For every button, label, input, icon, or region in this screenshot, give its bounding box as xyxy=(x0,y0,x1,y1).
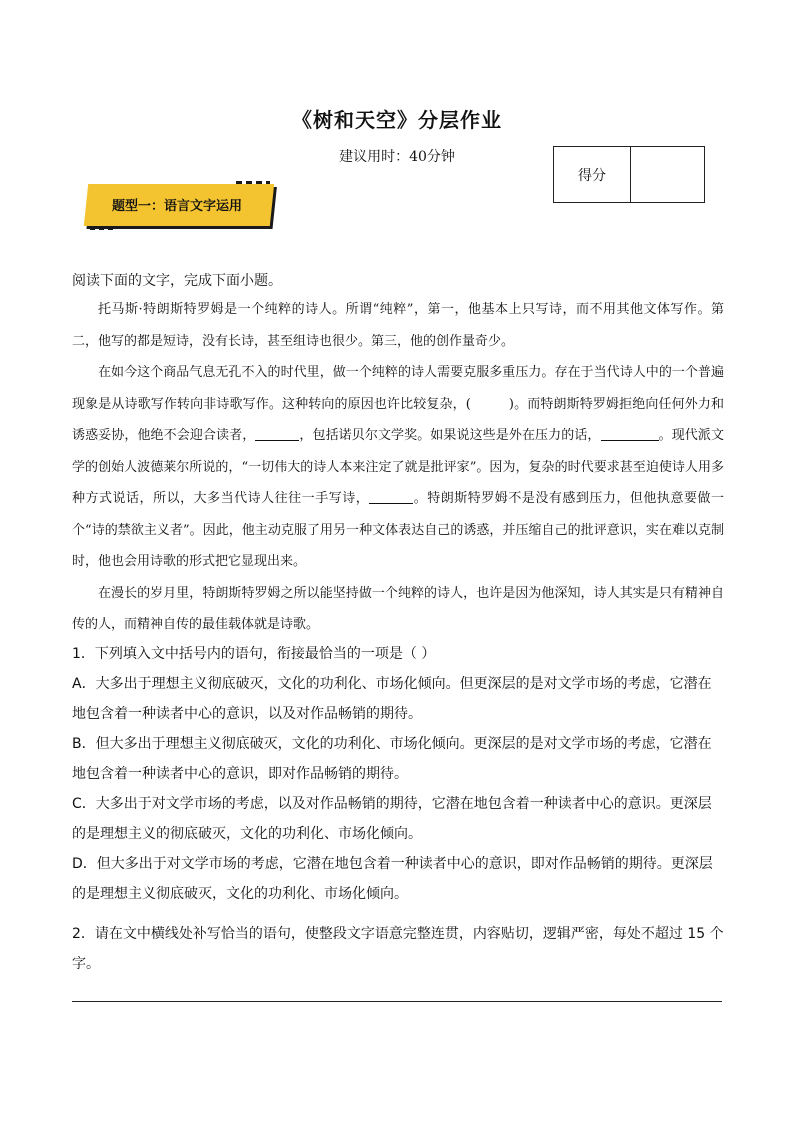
fill-blank-2[interactable] xyxy=(601,427,659,441)
question-2-stem: 2．请在文中横线处补写恰当的语句，使整段文字语意完整连贯，内容贴切，逻辑严密，每处不超过 15 个字。 xyxy=(72,926,724,972)
passage-paragraph-1: 托马斯·特朗斯特罗姆是一个纯粹的诗人。所谓“纯粹”，第一，他基本上只写诗，而不用其他文体写作。第二，他写的都是短诗，没有长诗，甚至组诗也很少。第三，他的创作量奇少。 xyxy=(72,302,724,349)
fill-blank-1[interactable] xyxy=(255,427,299,441)
score-value-field[interactable] xyxy=(631,147,704,202)
section-label: 题型一：语言文字运用 xyxy=(112,199,243,214)
fill-blank-3[interactable] xyxy=(369,490,413,504)
suggested-time: 建议用时：40分钟 xyxy=(339,149,455,165)
question-1 xyxy=(72,639,724,909)
passage-text: )。而特朗斯特罗姆拒绝向任何外力和诱惑妥协，他绝不会迎合读者， xyxy=(72,396,724,443)
page-title: 《树和天空》分层作业 xyxy=(292,108,502,132)
passage-text: 。现代派文学的创始人波德莱尔所说的，“一切伟大的诗人本来注定了就是批评家”。因为，复杂的时代要求甚至迫使诗人用多种方式说话，所以，大多当代诗人往往一手写诗， xyxy=(72,428,724,506)
passage-text: ，包括诺贝尔文学奖。如果说这些是外在压力的话， xyxy=(299,428,601,443)
option-b[interactable]: B．但大多出于理想主义彻底破灭，文化的功利化、市场化倾向。更深层的是对文学市场的考虑，它潜在地包含着一种读者中心的意识，即对作品畅销的期待。 xyxy=(72,736,712,782)
passage-paragraph-3: 在漫长的岁月里，特朗斯特罗姆之所以能坚持做一个纯粹的诗人，也许是因为他深知，诗人其实是只有精神自传的人，而精神自传的最佳载体就是诗歌。 xyxy=(72,585,724,632)
bracket-blank[interactable] xyxy=(471,397,509,410)
reading-passage xyxy=(72,294,724,641)
section-banner xyxy=(84,181,274,229)
answer-line[interactable] xyxy=(72,1001,722,1002)
score-label: 得分 xyxy=(554,147,631,202)
option-a[interactable]: A．大多出于理想主义彻底破灭，文化的功利化、市场化倾向。但更深层的是对文学市场的考虑，它潜在地包含着一种读者中心的意识，以及对作品畅销的期待。 xyxy=(72,676,712,722)
passage-text: 。特朗斯特罗姆不是没有感到压力，但他执意要做一个“诗的禁欲主义者”。因此，他主动克服了用另一种文体表达自己的诱惑，并压缩自己的批评意识，实在难以克制时，他也会用诗歌的形式把它显现出来。 xyxy=(72,491,724,569)
instruction-text: 阅读下面的文字，完成下面小题。 xyxy=(72,273,282,289)
question-1-stem: 1．下列填入文中括号内的语句，衔接最恰当的一项是（ ） xyxy=(72,646,436,662)
option-c[interactable]: C．大多出于对文学市场的考虑，以及对作品畅销的期待，它潜在地包含着一种读者中心的意识。更深层的是理想主义的彻底破灭，文化的功利化、市场化倾向。 xyxy=(72,796,712,842)
option-d[interactable]: D．但大多出于对文学市场的考虑，它潜在地包含着一种读者中心的意识，即对作品畅销的期待。更深层的是理想主义彻底破灭，文化的功利化、市场化倾向。 xyxy=(72,856,713,902)
banner-decoration-top xyxy=(236,181,270,184)
question-2 xyxy=(72,919,724,979)
passage-paragraph-2 xyxy=(72,357,724,578)
score-box xyxy=(553,146,705,203)
passage-text: 在如今这个商品气息无孔不入的时代里，做一个纯粹的诗人需要克服多重压力。存在于当代诗人中的一个普遍现象是从诗歌写作转向非诗歌写作。这种转向的原因也许比较复杂，( xyxy=(72,365,724,412)
banner-decoration-bottom xyxy=(90,227,114,230)
